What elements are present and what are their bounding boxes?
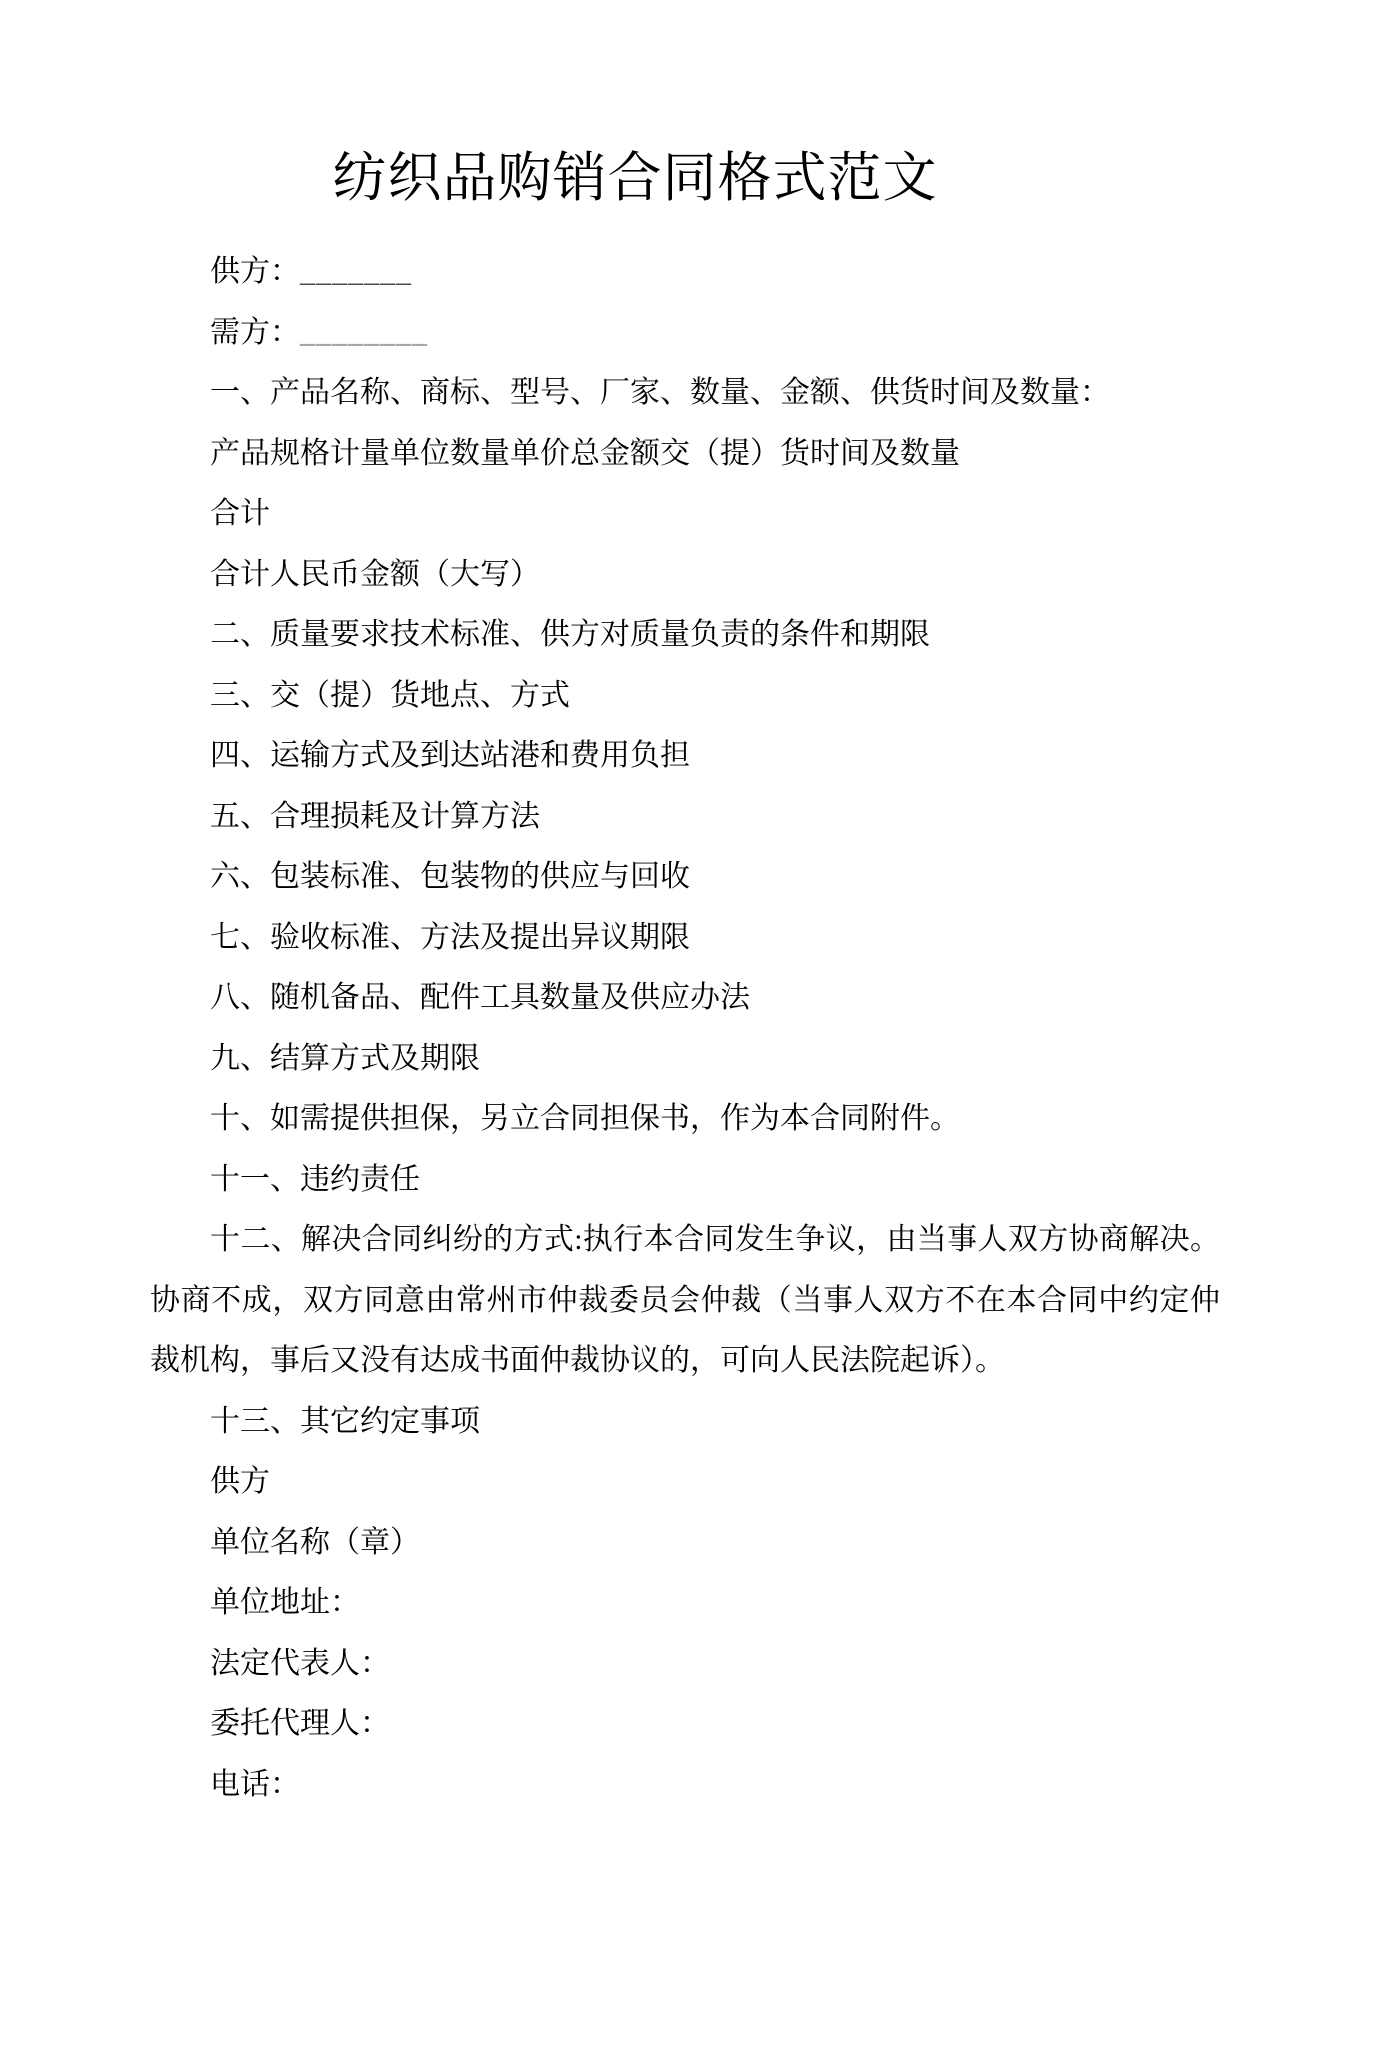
clause-total: 合计 [210,497,270,530]
signature-supplier-label: 供方 [210,1465,270,1498]
clause-8-spare-parts: 八、随机备品、配件工具数量及供应办法 [210,981,750,1014]
clause-5-loss: 五、合理损耗及计算方法 [210,799,540,833]
signature-legal-representative: 法定代表人： [210,1646,390,1680]
buyer-line [150,303,1220,364]
supplier-label: 供方： [210,255,300,288]
signature-authorized-agent: 委托代理人： [210,1707,390,1740]
buyer-label: 需方： [210,315,300,349]
clause-6-packaging: 六、包装标准、包装物的供应与回收 [210,860,690,893]
clause-4-transport: 四、运输方式及到达站港和费用负担 [210,739,690,772]
clause-1-products: 一、产品名称、商标、型号、厂家、数量、金额、供货时间及数量： [210,376,1110,409]
document-title: 纺织品购销合同格式范文 [332,148,938,208]
supplier-line [150,242,1220,303]
signature-unit-address: 单位地址： [210,1586,360,1619]
clause-9-settlement: 九、结算方式及期限 [210,1041,480,1075]
clause-13-other: 十三、其它约定事项 [210,1404,480,1438]
clause-12-dispute: 十二、解决合同纠纷的方式:执行本合同发生争议，由当事人双方协商解决。协商不成，双方同意由常州市仲裁委员会仲裁（当事人双方不在本合同中约定仲裁机构，事后又没有达成书面仲裁协议的，可向人民法院起诉）。 [150,1223,1220,1377]
supplier-blank-field: _______ [300,255,412,288]
buyer-blank-field: ________ [300,315,428,349]
clause-3-delivery: 三、交（提）货地点、方式 [210,678,570,712]
signature-phone: 电话： [210,1767,300,1801]
clause-total-in-words: 合计人民币金额（大写） [210,557,540,591]
signature-unit-name: 单位名称（章） [210,1525,420,1559]
clause-spec-header: 产品规格计量单位数量单价总金额交（提）货时间及数量 [210,436,960,470]
clause-11-breach: 十一、违约责任 [210,1162,420,1196]
clause-2-quality: 二、质量要求技术标准、供方对质量负责的条件和期限 [210,618,930,651]
clause-7-inspection: 七、验收标准、方法及提出异议期限 [210,920,690,954]
clause-10-guarantee: 十、如需提供担保，另立合同担保书，作为本合同附件。 [210,1102,960,1135]
